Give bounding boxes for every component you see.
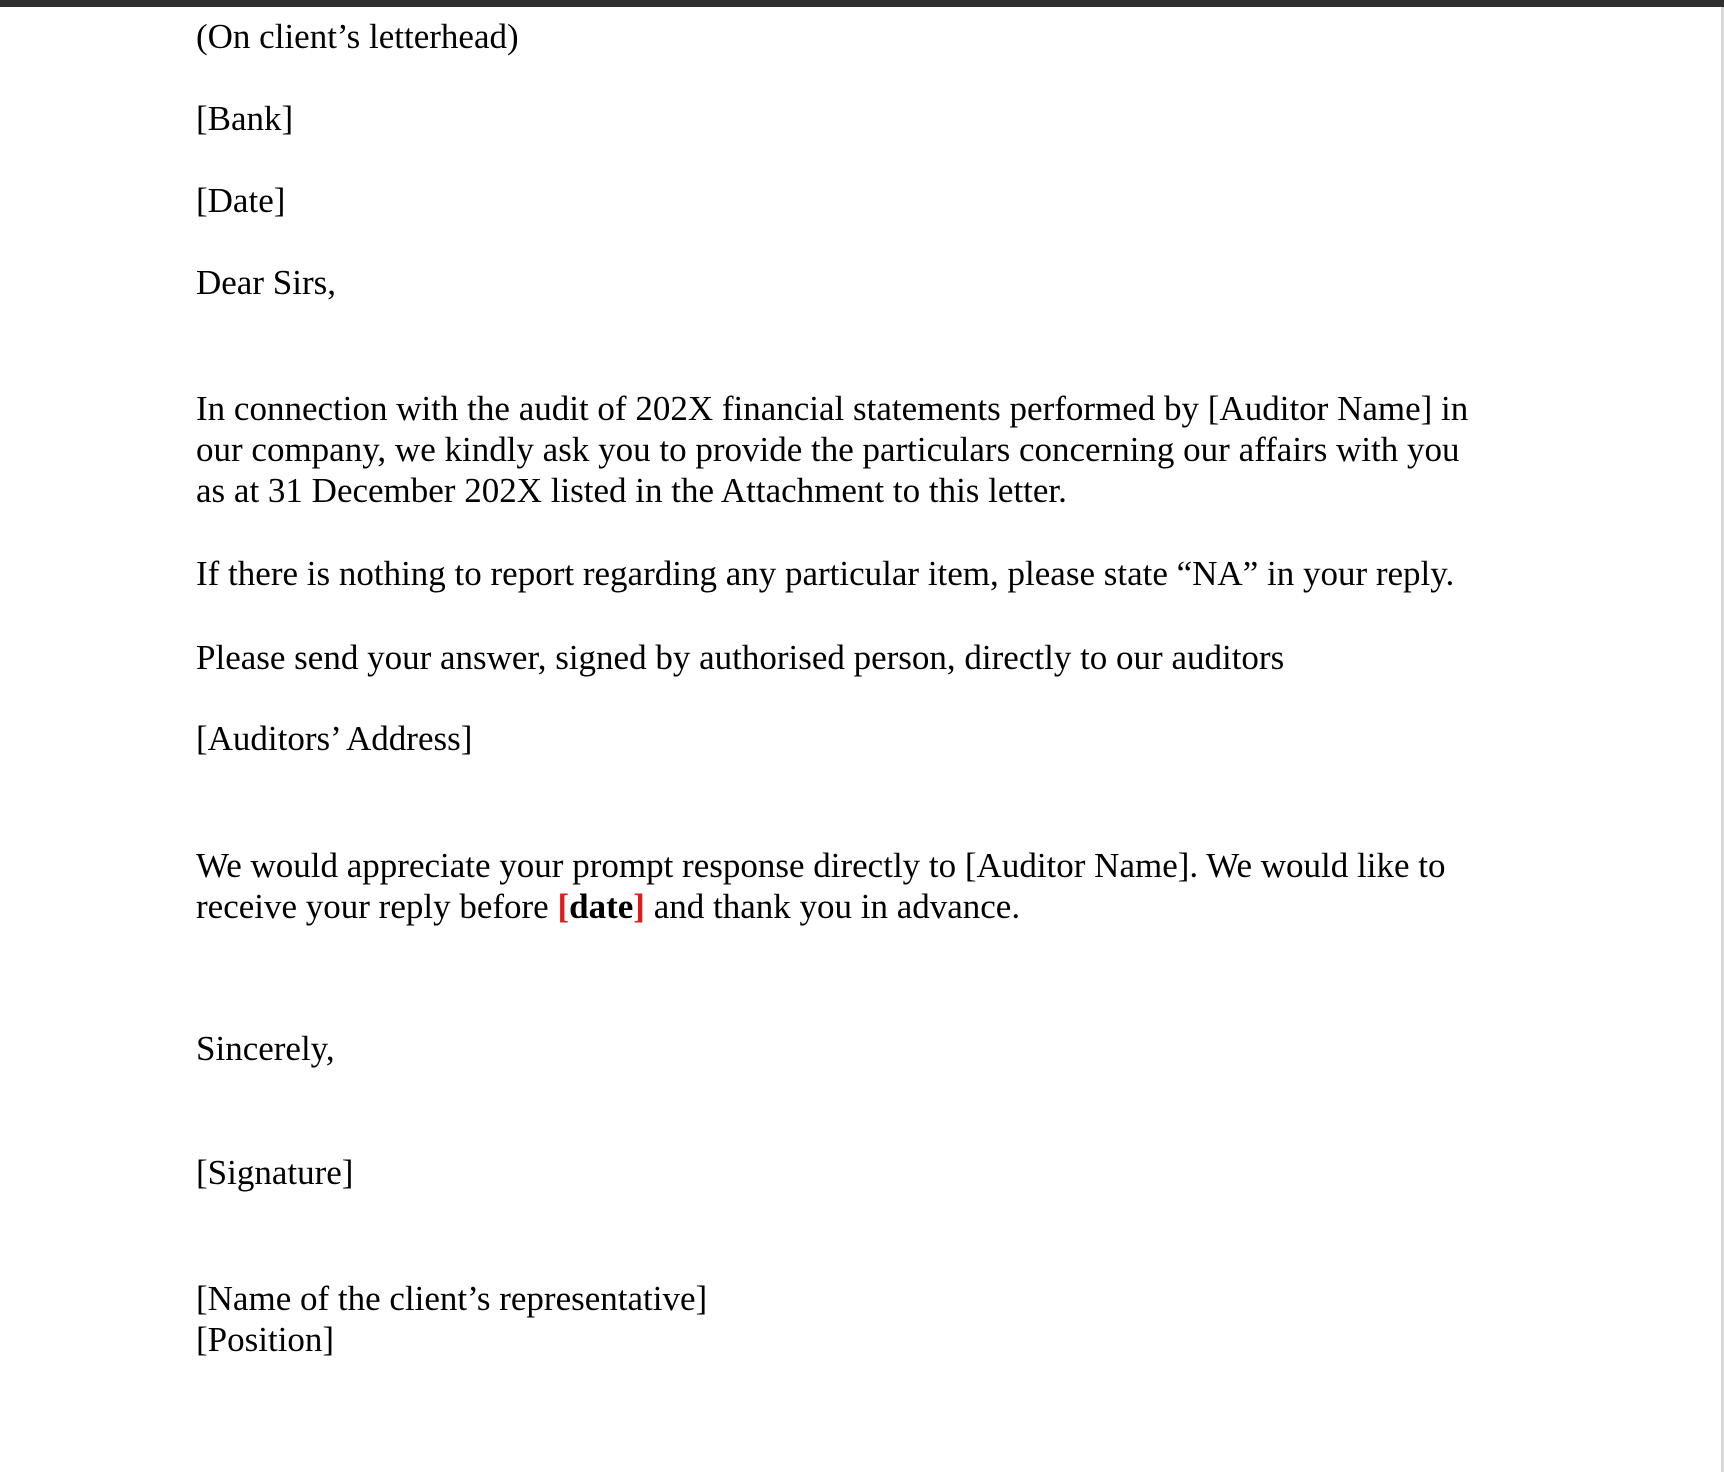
salutation: Dear Sirs, (196, 263, 336, 302)
paragraph-prompt-response (196, 845, 1446, 927)
letterhead-note: (On client’s letterhead) (196, 17, 519, 56)
highlighted-date-placeholder: date (569, 887, 634, 926)
paragraph-audit-request (196, 388, 1468, 511)
paragraph-na-instruction: If there is nothing to report regarding any particular item, please state “NA” in your reply. (196, 554, 1455, 593)
date-bracket-close: ] (633, 887, 645, 926)
paragraph-line: our company, we kindly ask you to provide the particulars concerning our affairs with you (196, 430, 1460, 469)
window-top-border (0, 0, 1724, 7)
representative-position-placeholder: [Position] (196, 1320, 335, 1359)
paragraph-line: We would appreciate your prompt response directly to [Auditor Name]. We would like to (196, 846, 1446, 885)
paragraph-send-answer: Please send your answer, signed by authorised person, directly to our auditors (196, 638, 1285, 677)
date-placeholder: [Date] (196, 181, 286, 220)
auditors-address-placeholder: [Auditors’ Address] (196, 719, 473, 758)
thank-you-text: and thank you in advance. (644, 887, 1021, 926)
paragraph-line (196, 886, 1446, 927)
closing: Sincerely, (196, 1029, 335, 1068)
representative-name-placeholder: [Name of the client’s representative] (196, 1279, 708, 1318)
reply-before-text: receive your reply before (196, 887, 558, 926)
date-bracket-open: [ (557, 887, 570, 926)
paragraph-line: In connection with the audit of 202X financial statements performed by [Auditor Name] in (196, 389, 1469, 428)
paragraph-line: as at 31 December 202X listed in the Attachment to this letter. (196, 471, 1067, 510)
bank-placeholder: [Bank] (196, 99, 294, 138)
signature-placeholder: [Signature] (196, 1153, 354, 1192)
